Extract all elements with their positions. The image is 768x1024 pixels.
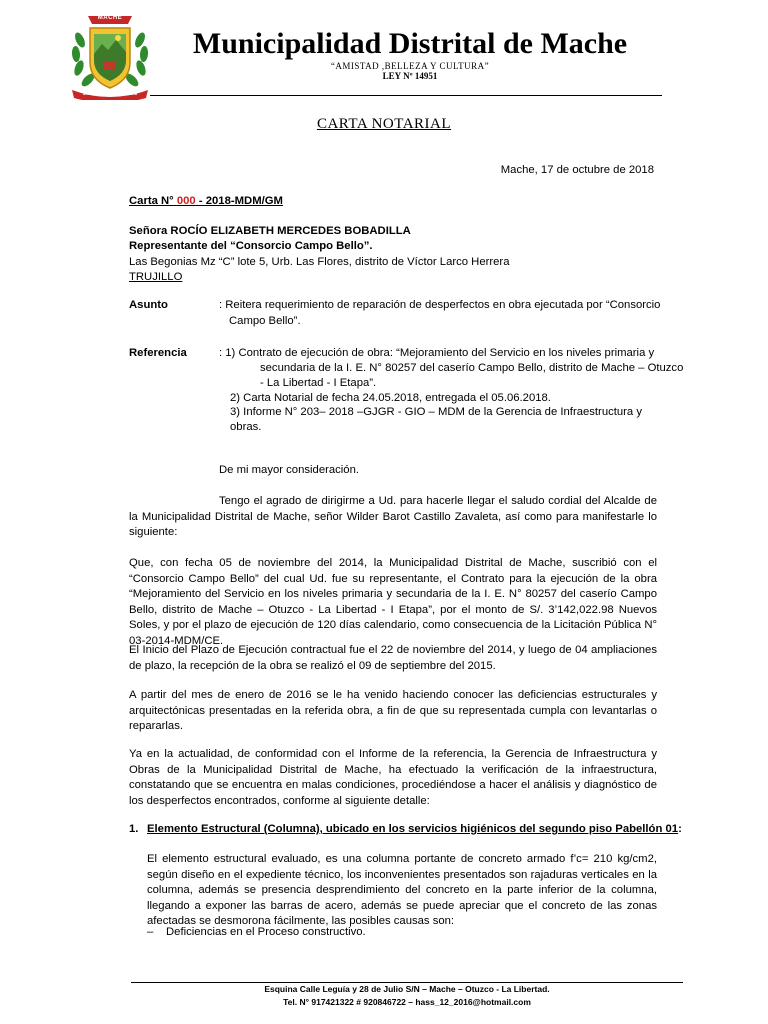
recipient-name: Señora ROCÍO ELIZABETH MERCEDES BOBADILLA <box>129 225 411 237</box>
reference-3-line-1: 3) Informe N° 203– 2018 –GJGR - GIO – MDM de la Gerencia de Infraestructura y <box>230 406 643 418</box>
subject-line-1: : Reitera requerimiento de reparación de desperfectos en obra ejecutada por “Consorcio <box>219 299 661 311</box>
letter-number <box>129 194 283 210</box>
item-1-heading <box>147 822 682 838</box>
header-rule <box>150 95 662 96</box>
greeting: De mi mayor consideración. <box>219 464 360 476</box>
letter-date: Mache, 17 de octubre de 2018 <box>500 164 654 176</box>
logo-ribbon-text: MACHE <box>97 15 123 21</box>
letter-number-suffix: - 2018-MDM/GM <box>195 195 283 207</box>
coat-of-arms-icon <box>66 10 154 100</box>
body-paragraph-2: Que, con fecha 05 de noviembre del 2014, la Municipalidad Distrital de Mache, suscribió con el “Consorcio Campo Bello” del cual Ud. fue su representante, el Contrato para la ejecución de la obra “Mejoramiento del Servicio en los niveles primaria y secundaria de la I. E. N° 80257 del caserío Campo Bello, distrito de Mache – Otuzco - La Libertad - I Etapa”, por el monto de S/. 3’142,022.98 Nuevos Soles, y por el plazo de ejecución de 120 días calendario, como consecuencia de la Licitación Pública N° 03-2014-MDM/CE. <box>129 557 657 647</box>
recipient-role: Representante del “Consorcio Campo Bello”. <box>129 240 373 252</box>
item-1-bullet-mark: – <box>147 926 154 938</box>
item-1-text: El elemento estructural evaluado, es una columna portante de concreto armado f’c= 210 kg/cm2, según diseño en el expediente técnico, los inconvenientes presentados son rajaduras verticales en la columna, además se presencia desprendimiento del concreto en la parte inferior de la columna, llegando a exponer las barras de acero, además se puede apreciar que el concreto de las zonas afectadas se desmorona fácilmente, las posibles causas son: <box>147 853 657 927</box>
body-paragraph-3: El Inicio del Plazo de Ejecución contractual fue el 22 de noviembre del 2014, y luego de 04 ampliaciones de plazo, la recepción de la obra se realizó el 09 de septiembre del 2015. <box>129 644 657 672</box>
reference-2: 2) Carta Notarial de fecha 24.05.2018, entregada el 05.06.2018. <box>230 392 551 404</box>
item-1-title: Elemento Estructural (Columna), ubicado en los servicios higiénicos del segundo piso Pabellón 01 <box>147 823 679 835</box>
recipient-city: TRUJILLO <box>129 271 183 283</box>
municipal-logo <box>66 10 154 100</box>
subject-line-2: Campo Bello”. <box>229 315 301 327</box>
letter-number-value: 000 <box>176 195 196 207</box>
footer-contact: Tel. N° 917421322 # 920846722 – hass_12_2016@hotmail.com <box>283 997 531 1007</box>
item-1-colon: : <box>678 823 682 835</box>
body-paragraph-4: A partir del mes de enero de 2016 se le ha venido haciendo conocer las deficiencias estructurales y arquitectónicas presentadas en la referida obra, a fin de que su representada cumpla con levantarlas o repararlas. <box>129 689 657 732</box>
reference-1-line-1: : 1) Contrato de ejecución de obra: “Mejoramiento del Servicio en los niveles primaria y <box>219 347 655 359</box>
item-1-bullet: Deficiencias en el Proceso constructivo. <box>166 926 366 938</box>
body-paragraph-5: Ya en la actualidad, de conformidad con el Informe de la referencia, la Gerencia de Infraestructura y Obras de la Municipalidad Distrital de Mache, ha efectuado la verificación de la infraestructura, constatando que se encuentra en malas condiciones, procediéndose a hacer el análisis y diagnóstico de los desperfectos encontrados, conforme al siguiente detalle: <box>129 748 657 807</box>
document-title: CARTA NOTARIAL <box>316 116 452 132</box>
subject-label: Asunto <box>129 299 168 311</box>
reference-label: Referencia <box>129 347 187 359</box>
letter-number-prefix: Carta N° <box>129 195 174 207</box>
law-number: LEY Nº 14951 <box>382 71 438 81</box>
body-paragraph-1: Tengo el agrado de dirigirme a Ud. para hacerle llegar el saludo cordial del Alcalde de la Municipalidad Distrital de Mache, señor Wilder Barot Castillo Zavaleta, así como para manifestarle lo siguiente: <box>129 495 657 538</box>
reference-1-line-3: - La Libertad - I Etapa”. <box>260 377 377 389</box>
institution-motto: “AMISTAD ,BELLEZA Y CULTURA” <box>330 61 490 71</box>
footer-rule <box>131 982 683 983</box>
recipient-address: Las Begonias Mz “C” lote 5, Urb. Las Flores, distrito de Víctor Larco Herrera <box>129 256 510 268</box>
reference-3-line-2: obras. <box>230 421 262 433</box>
reference-1-line-2: secundaria de la I. E. N° 80257 del caserío Campo Bello, distrito de Mache – Otuzco <box>260 362 684 374</box>
institution-title: Municipalidad Distrital de Mache <box>192 27 628 60</box>
item-1-number: 1. <box>129 823 139 835</box>
logo-motto-text: AMISTAD, BELLEZA Y CULTURA <box>82 92 138 96</box>
footer-address: Esquina Calle Leguía y 28 de Julio S/N – Mache – Otuzco - La Libertad. <box>264 984 550 994</box>
